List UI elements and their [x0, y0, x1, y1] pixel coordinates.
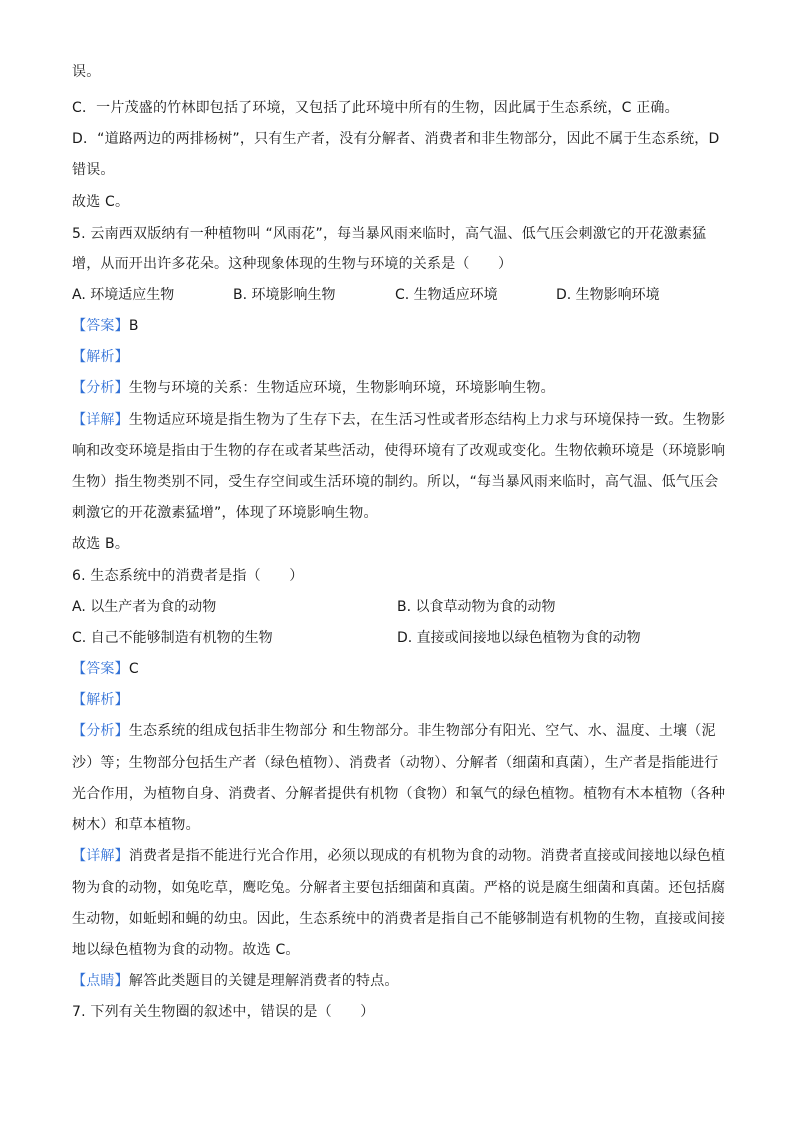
xiangjie-tag: 【详解】: [72, 848, 129, 864]
fenxi-line: [72, 721, 716, 741]
q6-option-a: A. 以生产者为食的动物: [72, 599, 217, 615]
text-line: 树木）和草本植物。: [72, 817, 200, 833]
text-line: 沙）等；生物部分包括生产者（绿色植物）、消费者（动物）、分解者（细菌和真菌），生产者是指能进行: [72, 755, 719, 771]
question-5-stem: 增，从而开出许多花朵。这种现象体现的生物与环境的关系是（ ）: [72, 256, 513, 272]
xiangjie-text: 生物适应环境是指生物为了生存下去，在生活习性或者形态结构上力求与环境保持一致。生物影: [128, 412, 726, 428]
text-line: 误。: [72, 64, 101, 80]
xiangjie-line: [72, 410, 725, 430]
text-line: 响和改变环境是指由于生物的存在或者某些活动，使得环境有了改观或变化。生物依赖环境是（环境影响: [72, 443, 726, 459]
xiangjie-line: [72, 846, 725, 866]
answer-value: B: [128, 318, 139, 334]
analysis-tag: 【解析】: [72, 692, 129, 708]
fenxi-text: 生物与环境的关系：生物适应环境，生物影响环境，环境影响生物。: [128, 380, 555, 396]
answer-tag: 【答案】: [72, 661, 129, 677]
fenxi-tag: 【分析】: [72, 380, 129, 396]
analysis-heading: [72, 347, 129, 367]
q6-option-b: B. 以食草动物为食的动物: [397, 599, 556, 615]
fenxi-line: [72, 378, 555, 398]
text-line: 错误。: [72, 162, 115, 178]
text-line: 故选 B。: [72, 536, 130, 552]
q6-option-c: C. 自己不能够制造有机物的生物: [72, 630, 273, 646]
text-line: 物为食的动物，如兔吃草，鹰吃兔。分解者主要包括细菌和真菌。严格的说是腐生细菌和真菌。还包括腐: [72, 880, 726, 896]
answer-tag: 【答案】: [72, 318, 129, 334]
dianjing-line: [72, 971, 399, 991]
analysis-heading: [72, 690, 129, 710]
q5-option-b: B. 环境影响生物: [233, 287, 336, 303]
text-line: 地以绿色植物为食的动物。故选 C。: [72, 942, 300, 958]
answer-value: C: [128, 661, 139, 677]
xiangjie-text: 消费者是指不能进行光合作用，必须以现成的有机物为食的动物。消费者直接或间接地以绿色植: [128, 848, 726, 864]
text-line: 光合作用，为植物自身、消费者、分解者提供有机物（食物）和氧气的绿色植物。植物有木本植物（各种: [72, 786, 726, 802]
q5-option-a: A. 环境适应生物: [72, 287, 175, 303]
q5-option-d: D. 生物影响环境: [556, 287, 660, 303]
fenxi-text: 生态系统的组成包括非生物部分 和生物部分。非生物部分有阳光、空气、水、温度、土壤（泥: [128, 723, 716, 739]
analysis-tag: 【解析】: [72, 349, 129, 365]
q5-option-c: C. 生物适应环境: [395, 287, 498, 303]
question-6-stem: 6. 生态系统中的消费者是指（ ）: [72, 568, 304, 584]
text-line: 刺激它的开花激素猛增”，体现了环境影响生物。: [72, 505, 378, 521]
text-line: 故选 C。: [72, 194, 130, 210]
q6-option-d: D. 直接或间接地以绿色植物为食的动物: [397, 630, 641, 646]
question-7-stem: 7. 下列有关生物圈的叙述中，错误的是（ ）: [72, 1004, 375, 1020]
xiangjie-tag: 【详解】: [72, 412, 129, 428]
answer-line: [72, 316, 139, 336]
text-line: D．“道路两边的两排杨树”，只有生产者，没有分解者、消费者和非生物部分，因此不属于生态系统，D: [72, 131, 720, 147]
text-line: C．一片茂盛的竹林即包括了环境，又包括了此环境中所有的生物，因此属于生态系统，C 正确。: [72, 100, 679, 116]
dianjing-text: 解答此类题目的关键是理解消费者的特点。: [128, 973, 399, 989]
text-line: 生物）指生物类别不同，受生存空间或生活环境的制约。所以，“每当暴风雨来临时，高气温、低气压会: [72, 474, 719, 490]
text-line: 生动物，如蚯蚓和蝇的幼虫。因此，生态系统中的消费者是指自己不能够制造有机物的生物，直接或间接: [72, 911, 726, 927]
question-5-stem: 5. 云南西双版纳有一种植物叫 “风雨花”，每当暴风雨来临时，高气温、低气压会刺激它的开花激素猛: [72, 226, 707, 242]
dianjing-tag: 【点睛】: [72, 973, 129, 989]
fenxi-tag: 【分析】: [72, 723, 129, 739]
answer-line: [72, 659, 139, 679]
